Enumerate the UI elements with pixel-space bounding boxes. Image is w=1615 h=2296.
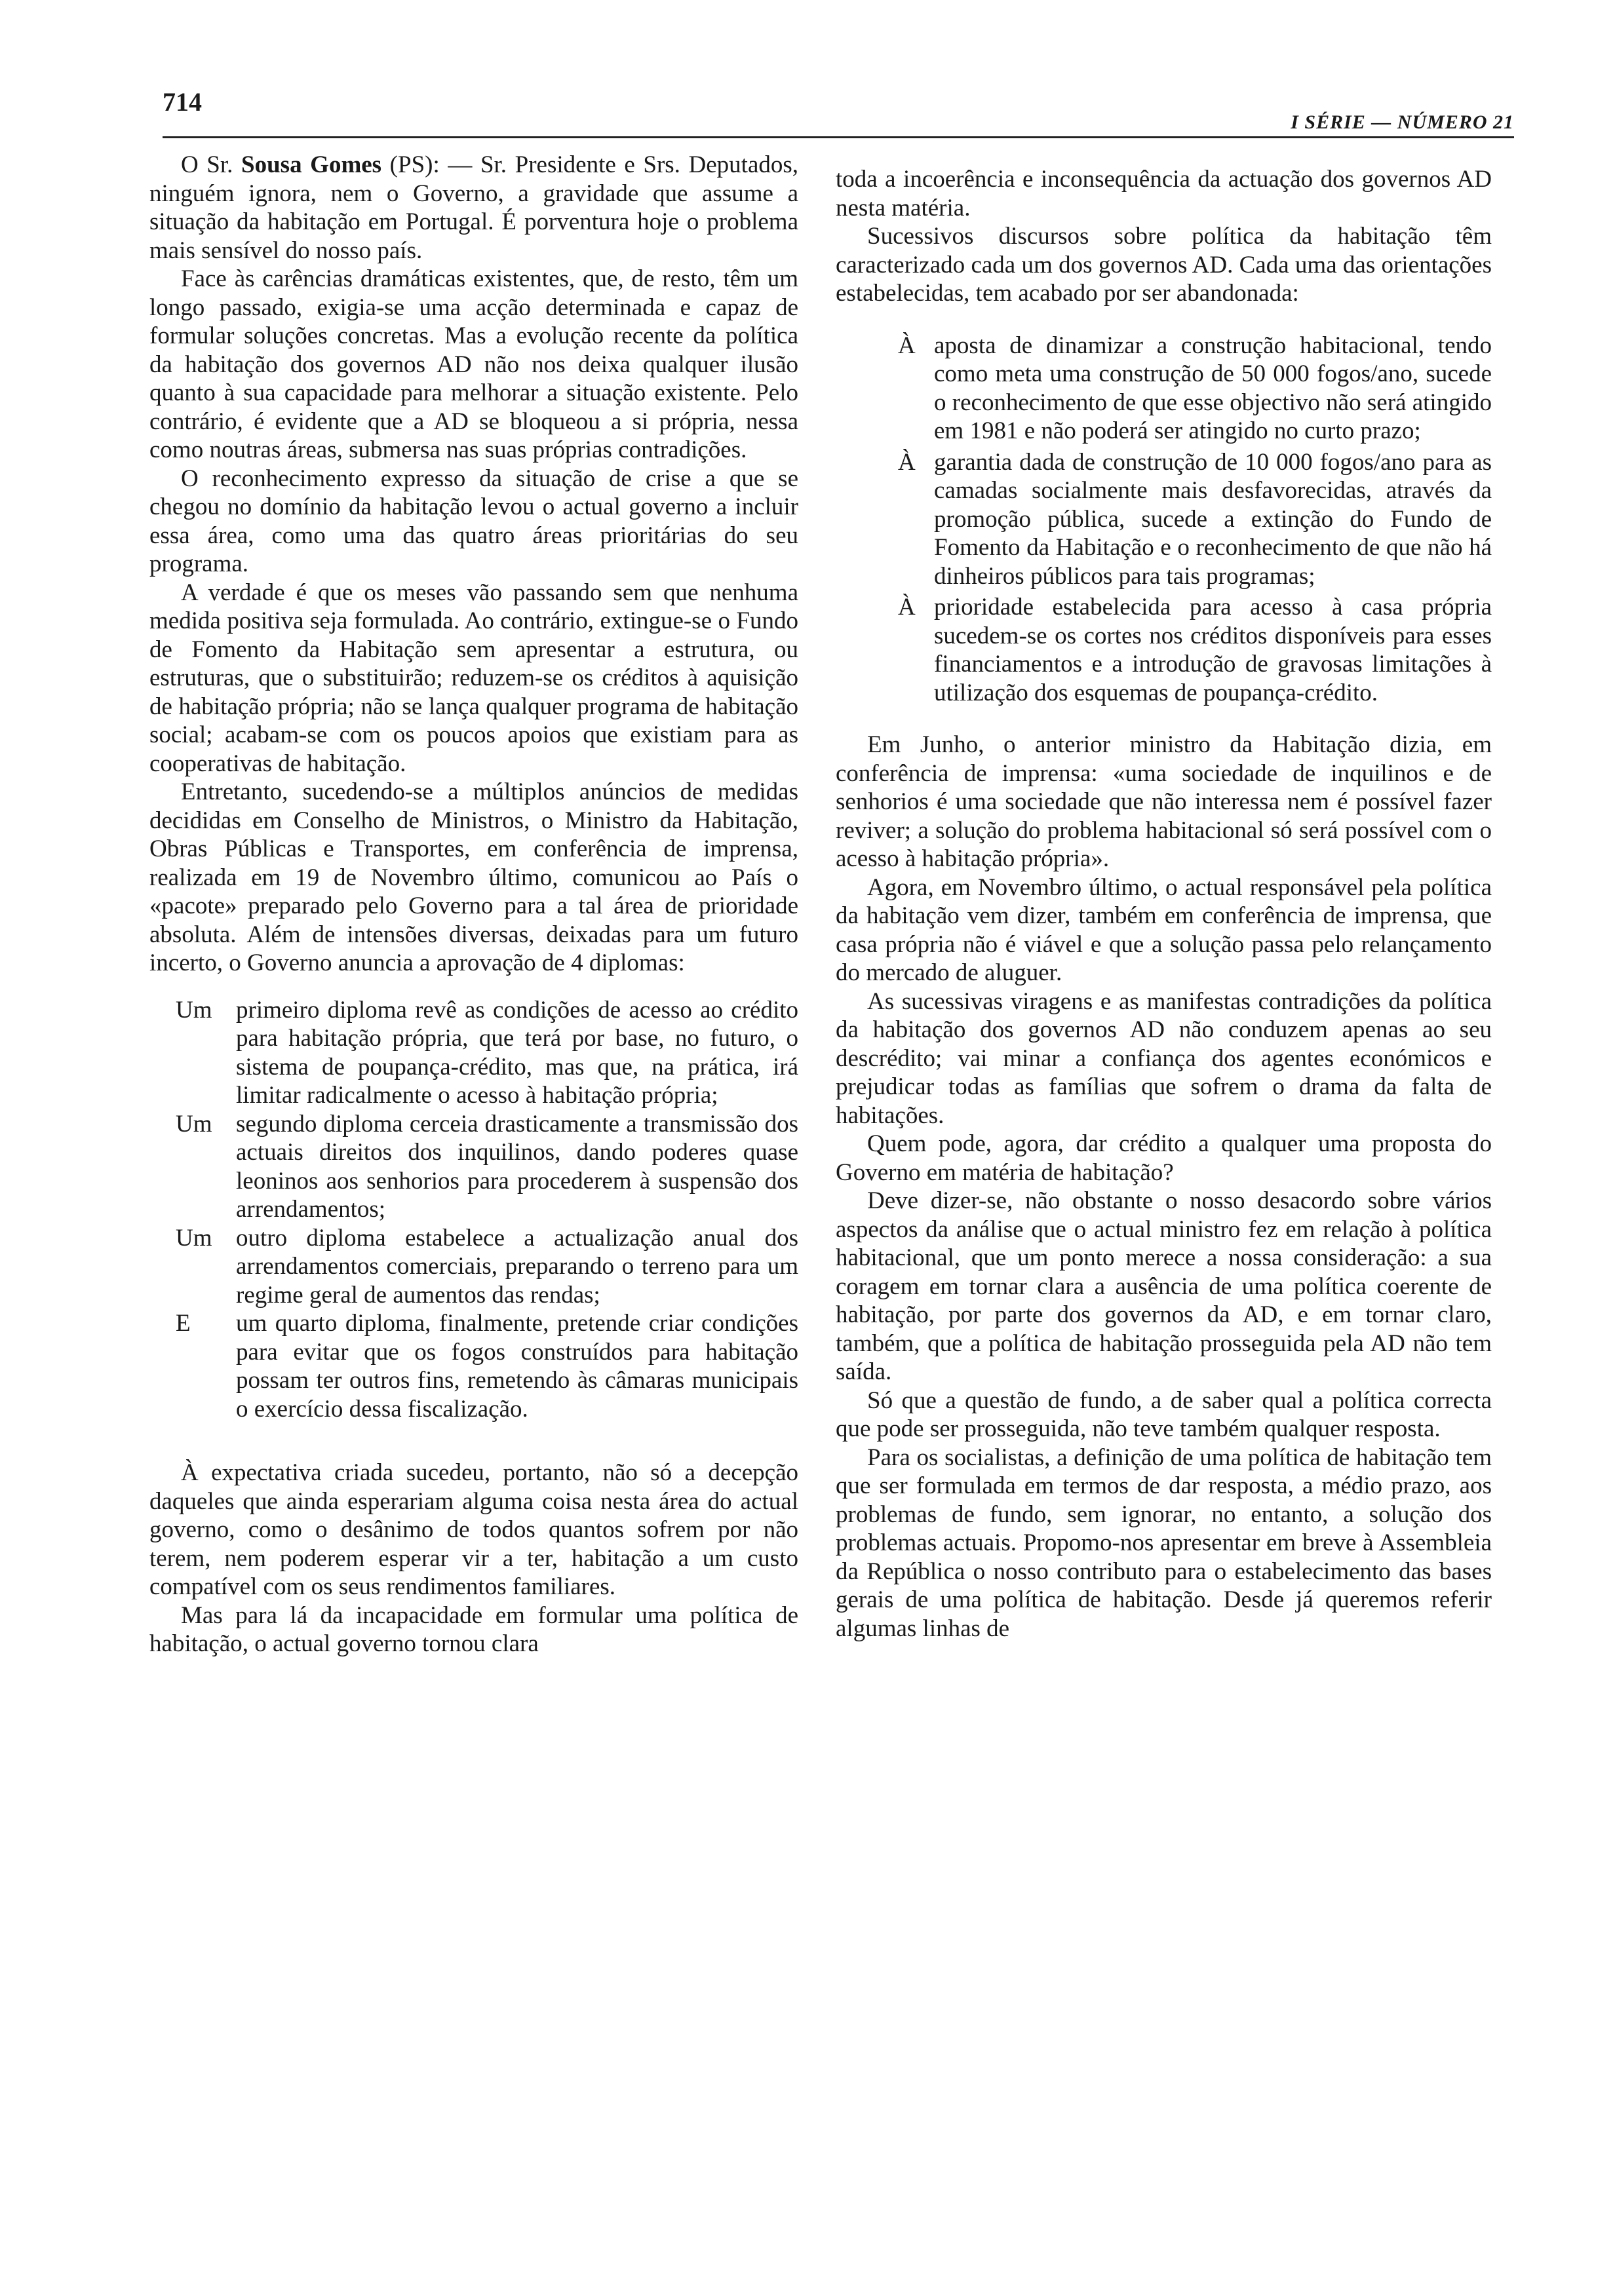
- right-column: [836, 165, 1492, 1643]
- paragraph: Sucessivos discursos sobre política da habitação têm caracterizado cada um dos governos AD. Cada uma das orientações estabelecidas, tem acabado por ser abandonada:: [836, 223, 1492, 307]
- left-column: [149, 151, 798, 1658]
- paragraph: A verdade é que os meses vão passando sem que nenhuma medida positiva seja formulada. Ao contrário, extingue-se o Fundo de Fomento da Habitação sem apresentar a estrutura, ou estruturas, que o substituirão; reduzem-se os créditos à aquisição de habitação própria; não se lança qualquer programa de habitação social; acabam-se com os poucos apoios que existiam para as cooperativas de habitação.: [149, 579, 798, 777]
- paragraph: O Sr. Sousa Gomes (PS): — Sr. Presidente e Srs. Deputados, ninguém ignora, nem o Governo, a gravidade que assume a situação da habitação em Portugal. É porventura hoje o problema mais sensível do nosso país.: [149, 151, 799, 264]
- diploma-list: [176, 996, 798, 1424]
- list-item: Um segundo diploma cerceia drasticamente a transmissão dos actuais direitos dos inquilinos, dando poderes quase leoninos aos senhorios para procederem à suspensão dos arrendamentos;: [176, 1110, 798, 1223]
- list-item: Um outro diploma estabelece a actualização anual dos arrendamentos comerciais, preparando o terreno para um regime geral de aumentos das rendas;: [176, 1224, 798, 1309]
- paragraph: Em Junho, o anterior ministro da Habitação dizia, em conferência de imprensa: «uma sociedade de inquilinos e de senhorios é uma sociedade que não interessa nem é possível fazer reviver; a solução do problema habitacional só será possível com o acesso à habitação própria».: [836, 731, 1492, 872]
- list-item: À garantia dada de construção de 10 000 fogos/ano para as camadas socialmente mais desfavorecidas, através da promoção pública, sucede a extinção do Fundo de Fomento da Habitação e o reconhecimento de que não há dinheiros públicos para tais programas;: [898, 448, 1492, 590]
- header-rule: [163, 136, 1514, 138]
- paragraph: À expectativa criada sucedeu, portanto, não só a decepção daqueles que ainda esperariam alguma coisa nesta área do actual governo, como o desânimo de todos quantos sofrem por não terem, nem poderem esperar vir a ter, habitação a um custo compatível com os seus rendimentos familiares.: [149, 1459, 798, 1600]
- paragraph: Quem pode, agora, dar crédito a qualquer uma proposta do Governo em matéria de habitação?: [836, 1130, 1492, 1186]
- paragraph: Entretanto, sucedendo-se a múltiplos anúncios de medidas decididas em Conselho de Ministros, o Ministro da Habitação, Obras Públicas e Transportes, em conferência de imprensa, realizada em 19 de Novembro último, comunicou ao País o «pacote» preparado pelo Governo para a tal área de prioridade absoluta. Além de intensões diversas, deixadas para um futuro incerto, o Governo anuncia a aprovação de 4 diplomas:: [149, 778, 798, 976]
- paragraph: Só que a questão de fundo, a de saber qual a política correcta que pode ser prosseguida, não teve também qualquer resposta.: [836, 1387, 1492, 1442]
- list-item: À aposta de dinamizar a construção habitacional, tendo como meta uma construção de 50 000 fogos/ano, sucede o reconhecimento de que esse objectivo não será atingido em 1981 e não poderá ser atingido no curto prazo;: [898, 332, 1492, 444]
- paragraph: Agora, em Novembro último, o actual responsável pela política da habitação vem dizer, também em conferência de imprensa, que casa própria não é viável e que a solução passa pelo relançamento do mercado de aluguer.: [836, 873, 1492, 986]
- speaker-name: Sousa Gomes: [241, 151, 382, 178]
- paragraph: O reconhecimento expresso da situação de crise a que se chegou no domínio da habitação levou o actual governo a incluir essa área, como uma das quatro áreas prioritárias do seu programa.: [149, 465, 798, 577]
- list-item: À prioridade estabelecida para acesso à casa própria sucedem-se os cortes nos créditos disponíveis para esses financiamentos e a introdução de gravosas limitações à utilização dos esquemas de poupança-crédito.: [898, 594, 1492, 706]
- page-number: 714: [163, 87, 202, 117]
- paragraph: Face às carências dramáticas existentes, que, de resto, têm um longo passado, exigia-se uma acção determinada e capaz de formular soluções concretas. Mas a evolução recente da política da habitação dos governos AD não nos deixa qualquer ilusão quanto à sua capacidade para melhorar a situação existente. Pelo contrário, é evidente que a AD se bloqueou a si própria, nessa como noutras áreas, submersa nas suas próprias contradições.: [149, 265, 798, 463]
- series-header: I SÉRIE — NÚMERO 21: [1291, 111, 1514, 133]
- orientation-list: [898, 332, 1492, 708]
- paragraph: As sucessivas viragens e as manifestas contradições da política da habitação dos governos AD não conduzem apenas ao seu descrédito; vai minar a confiança dos agentes económicos e prejudicar todas as famílias que sofrem o drama da falta de habitações.: [836, 987, 1492, 1129]
- paragraph: Para os socialistas, a definição de uma política de habitação tem que ser formulada em termos de dar resposta, a médio prazo, aos problemas de fundo, sem ignorar, no entanto, a solução dos problemas actuais. Propomo-nos apresentar em breve à Assembleia da República o nosso contributo para o estabelecimento das bases gerais de uma política de habitação. Desde já queremos referir algumas linhas de: [836, 1444, 1492, 1642]
- paragraph: Mas para lá da incapacidade em formular uma política de habitação, o actual governo tornou clara: [149, 1601, 798, 1657]
- list-item: E um quarto diploma, finalmente, pretende criar condições para evitar que os fogos construídos para habitação possam ter outros fins, remetendo às câmaras municipais o exercício dessa fiscalização.: [176, 1310, 798, 1423]
- paragraph: toda a incoerência e inconsequência da actuação dos governos AD nesta matéria.: [836, 166, 1492, 221]
- list-item: Um primeiro diploma revê as condições de acesso ao crédito para habitação própria, que terá por base, no futuro, o sistema de poupança-crédito, mas que, na prática, irá limitar radicalmente o acesso à habitação própria;: [176, 996, 798, 1109]
- paragraph: Deve dizer-se, não obstante o nosso desacordo sobre vários aspectos da análise que o actual ministro fez em relação à política habitacional, que um ponto merece a nossa consideração: a sua coragem em tornar clara a ausência de uma política coerente de habitação, por parte dos governos da AD, e em tornar claro, também, que a política de habitação prosseguida pela AD não tem saída.: [836, 1187, 1492, 1385]
